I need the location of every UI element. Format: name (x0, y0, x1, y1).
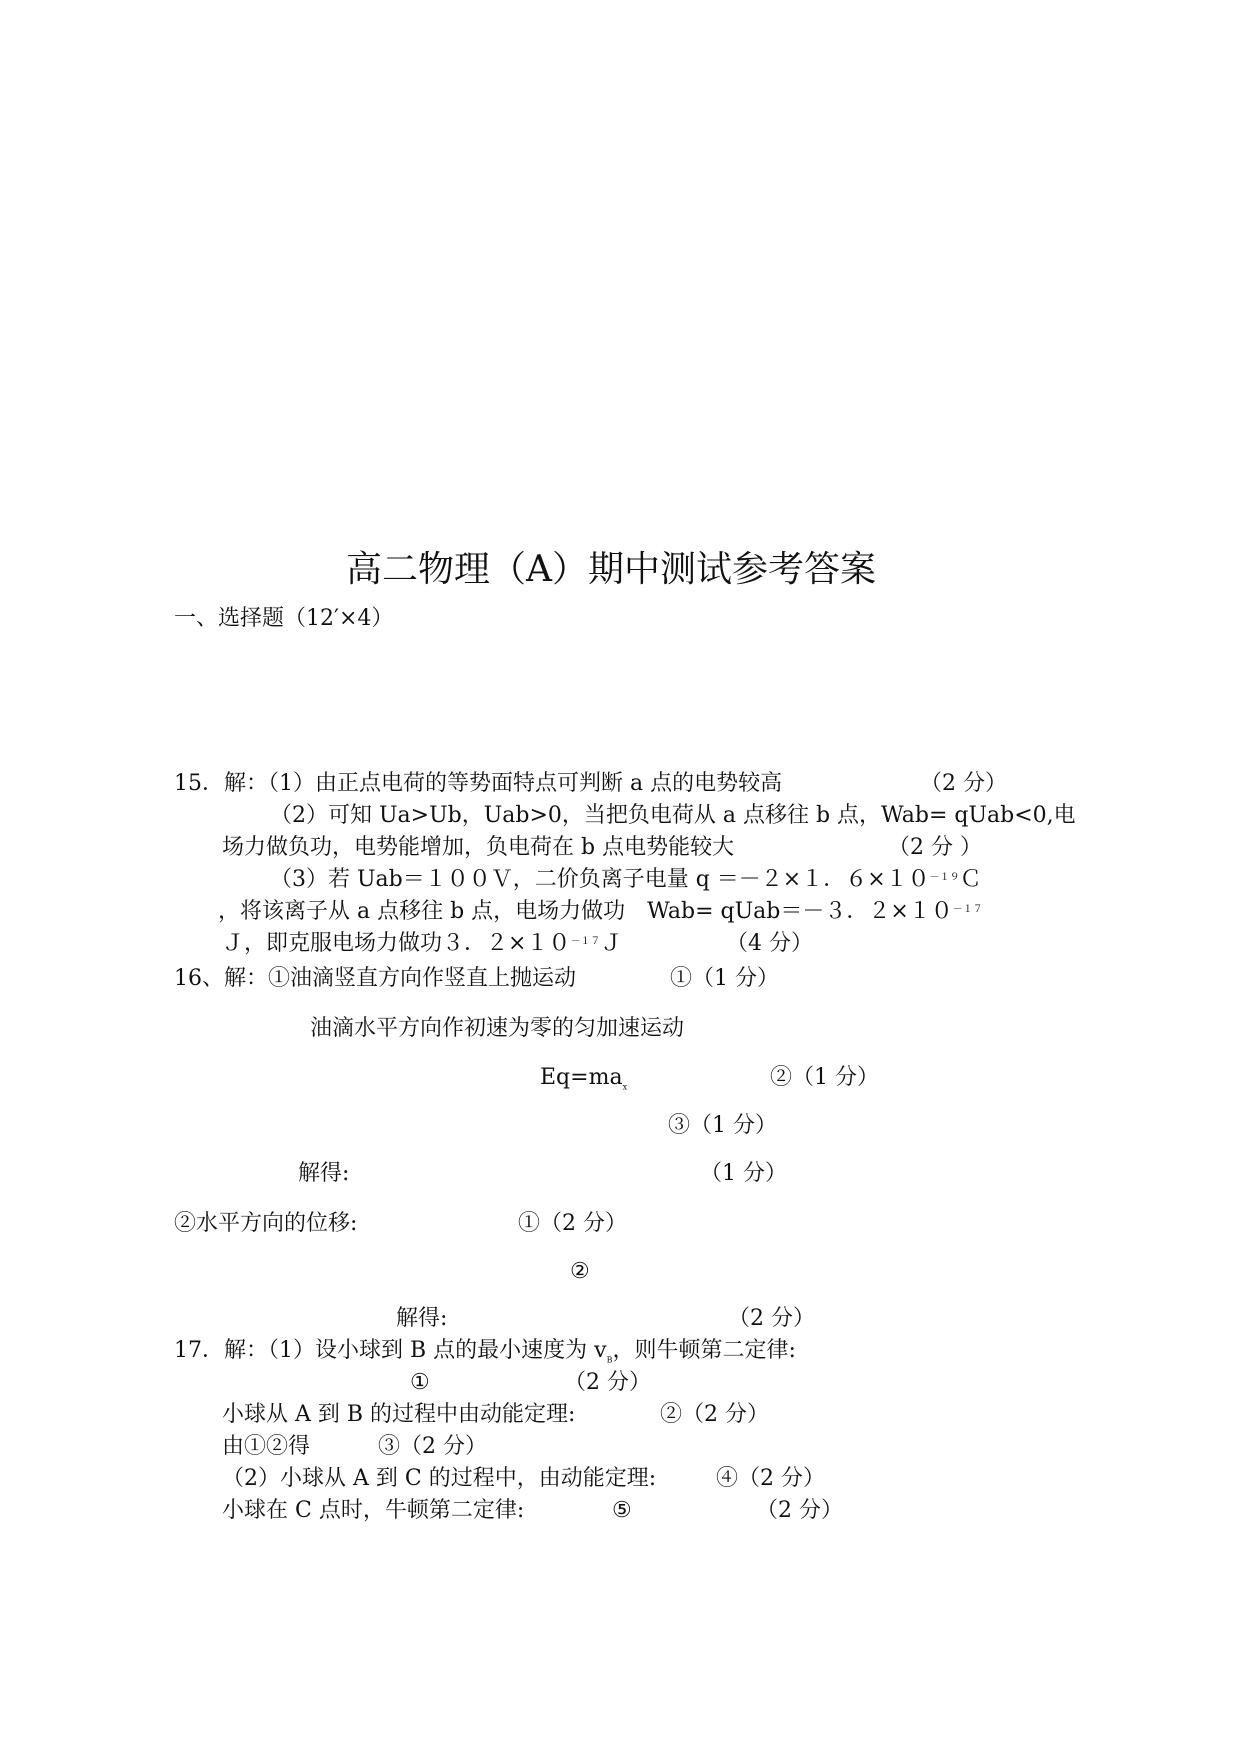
q17-line2-marker: ① (410, 1370, 430, 1395)
q16-line4-score: ③（1 分） (668, 1113, 777, 1138)
q16-line8: 解得: (396, 1306, 448, 1331)
q17-line6-marker: ⑤ (612, 1498, 632, 1523)
q17-line3-score: ②（2 分） (660, 1402, 769, 1427)
q17-line4: 由①②得 (222, 1434, 311, 1459)
q17-line2-score: （2 分） (564, 1370, 651, 1395)
q16-line1-score: ①（1 分） (670, 966, 779, 991)
q15-line1: 15．解：（1）由正点电荷的等势面特点可判断 a 点的电势较高 (174, 771, 783, 796)
q17-line6-score: （2 分） (756, 1498, 843, 1523)
q16-equation: $Eq=ma_x$ (540, 1065, 628, 1092)
page-title: 高二物理（A）期中测试参考答案 (346, 549, 876, 590)
q15-line6-score: （4 分） (726, 931, 813, 956)
q16-line7-marker: ② (570, 1259, 590, 1284)
q15-line3-score: （2 分 ） (888, 835, 982, 860)
q15-line2: （2）可知 Ua>Ub，Uab>0，当把负电荷从 a 点移往 b 点，Wab= qUab<0,电 (270, 803, 1076, 828)
q15-line6: Ｊ，即克服电场力做功３．$2\times 10^{-17}J$ (222, 931, 623, 956)
q17-line3: 小球从 A 到 B 的过程中由动能定理: (222, 1402, 576, 1427)
q16-line3-score: ②（1 分） (770, 1065, 879, 1090)
q17-line6: 小球在 C 点时，牛顿第二定律: (222, 1498, 525, 1523)
q15-line3: 场力做负功，电势能增加，负电荷在 b 点电势能较大 (222, 835, 735, 860)
q15-line5: ，将该离子从 a 点移往 b 点，电场力做功 Wab= qUab＝－３．$2\times 10^{-17}$ (218, 899, 983, 924)
q17-line5: （2）小球从 A 到 C 的过程中，由动能定理: (222, 1466, 657, 1491)
q16-line6: ②水平方向的位移: (174, 1211, 358, 1236)
q15-line4: （3）若 Uab＝１００Ｖ，二价负离子电量 q ＝－２×１．$6\times 10^{-19}C$ (270, 867, 982, 892)
q15-line1-score: （2 分） (920, 771, 1007, 796)
q17-line4-score: ③（2 分） (378, 1434, 487, 1459)
q17-line5-score: ④（2 分） (716, 1466, 825, 1491)
q16-line8-score: （2 分） (728, 1306, 815, 1331)
q16-line5: 解得: (298, 1161, 350, 1186)
q16-line2: 油滴水平方向作初速为零的匀加速运动 (310, 1016, 685, 1041)
q16-line5-score: （1 分） (700, 1161, 787, 1186)
q16-line1: 16、解：①油滴竖直方向作竖直上抛运动 (174, 966, 576, 991)
q16-line6-score: ①（2 分） (518, 1211, 627, 1236)
q17-line1: 17．解：（1）设小球到 B 点的最小速度为 $v_B$，则牛顿第二定律: (174, 1338, 796, 1365)
section-choice-heading: 一、选择题（12′×4） (174, 606, 394, 631)
